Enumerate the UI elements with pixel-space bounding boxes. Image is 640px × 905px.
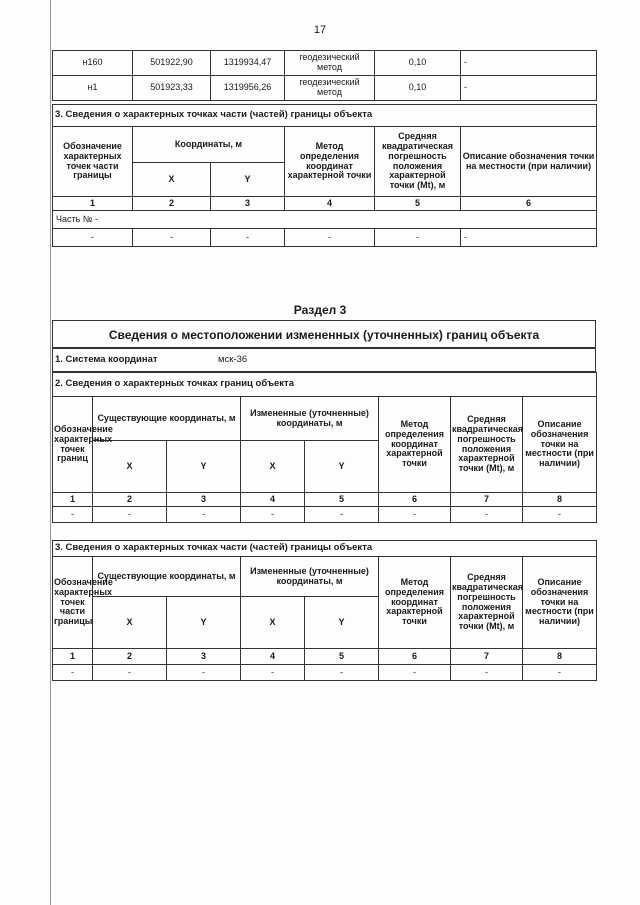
column-number: 2: [133, 197, 211, 211]
boundary-points-table: [52, 372, 596, 523]
header-x: X: [241, 597, 305, 649]
header-x: X: [93, 597, 167, 649]
dash-cell: -: [305, 665, 379, 681]
points-title: 2. Сведения о характерных точках границ объекта: [53, 373, 597, 397]
dash-cell: -: [167, 507, 241, 523]
column-numbers-row: [53, 649, 597, 665]
section-title: Сведения о местоположении измененных (уточненных) границ объекта: [52, 320, 596, 348]
header-y: Y: [305, 441, 379, 493]
column-number: 3: [167, 649, 241, 665]
column-number: 2: [93, 493, 167, 507]
column-number: 7: [451, 493, 523, 507]
table-row: [53, 76, 597, 101]
column-number: 8: [523, 649, 597, 665]
point-method: геодезический метод: [285, 51, 375, 76]
column-number: 2: [93, 649, 167, 665]
column-number: 4: [241, 649, 305, 665]
header-y: Y: [167, 597, 241, 649]
header-point: Обозначение характерных точек части границы: [53, 127, 133, 197]
dash-cell: -: [167, 665, 241, 681]
header-point: Обозначение характерных точек границ: [53, 397, 93, 493]
table-row: [53, 665, 597, 681]
dash-cell: -: [379, 507, 451, 523]
dash-cell: -: [451, 507, 523, 523]
dash-cell: -: [451, 665, 523, 681]
table-row: [53, 51, 597, 76]
point-accuracy: 0,10: [375, 76, 461, 101]
dash-cell: -: [53, 507, 93, 523]
coord-system-row: [52, 348, 596, 372]
dash-cell: -: [53, 229, 133, 247]
column-number: 5: [305, 493, 379, 507]
point-y: 1319956,26: [211, 76, 285, 101]
dash-cell: -: [285, 229, 375, 247]
column-number: 3: [211, 197, 285, 211]
column-number: 6: [379, 493, 451, 507]
dash-cell: -: [93, 507, 167, 523]
point-y: 1319934,47: [211, 51, 285, 76]
header-description: Описание обозначения точки на местности (при наличии): [461, 127, 597, 197]
coord-system-value: мск-36: [218, 354, 248, 365]
header-x: X: [93, 441, 167, 493]
header-method: Метод определения координат характерной точки: [379, 557, 451, 649]
point-description: -: [461, 51, 597, 76]
header-changed: Измененные (уточненные) координаты, м: [241, 557, 379, 597]
header-y: Y: [167, 441, 241, 493]
scan-edge-line: [50, 0, 51, 905]
column-number: 3: [167, 493, 241, 507]
coord-system-label: 1. Система координат: [55, 354, 158, 365]
header-method: Метод определения координат характерной точки: [379, 397, 451, 493]
column-number: 5: [305, 649, 379, 665]
dash-cell: -: [133, 229, 211, 247]
dash-cell: -: [305, 507, 379, 523]
page-number: 17: [313, 24, 327, 36]
header-point: Обозначение характерных точек части границы: [53, 557, 93, 649]
header-y: Y: [211, 163, 285, 197]
column-numbers-row: [53, 197, 597, 211]
point-name: н160: [53, 51, 133, 76]
dash-cell: -: [241, 665, 305, 681]
top-points-table: [52, 50, 596, 101]
dash-cell: -: [461, 229, 597, 247]
dash-cell: -: [375, 229, 461, 247]
point-accuracy: 0,10: [375, 51, 461, 76]
dash-cell: -: [523, 665, 597, 681]
part-points-table-2: [52, 540, 596, 681]
part-points-table-1: [52, 104, 596, 247]
header-x: X: [241, 441, 305, 493]
dash-cell: -: [53, 665, 93, 681]
column-number: 6: [379, 649, 451, 665]
header-y: Y: [305, 597, 379, 649]
part-points-title: 3. Сведения о характерных точках части (частей) границы объекта: [53, 541, 597, 557]
column-number: 7: [451, 649, 523, 665]
column-number: 8: [523, 493, 597, 507]
header-accuracy: Средняя квадратическая погрешность положения характерной точки (Mt), м: [451, 397, 523, 493]
point-x: 501922,90: [133, 51, 211, 76]
column-number: 5: [375, 197, 461, 211]
column-number: 1: [53, 649, 93, 665]
point-method: геодезический метод: [285, 76, 375, 101]
column-number: 1: [53, 197, 133, 211]
point-description: -: [461, 76, 597, 101]
header-x: X: [133, 163, 211, 197]
header-coords: Координаты, м: [133, 127, 285, 163]
dash-cell: -: [379, 665, 451, 681]
table-row: [53, 229, 597, 247]
part-label: Часть № -: [53, 211, 597, 229]
column-number: 6: [461, 197, 597, 211]
column-number: 4: [241, 493, 305, 507]
dash-cell: -: [211, 229, 285, 247]
column-number: 4: [285, 197, 375, 211]
header-method: Метод определения координат характерной точки: [285, 127, 375, 197]
header-accuracy: Средняя квадратическая погрешность положения характерной точки (Mt), м: [451, 557, 523, 649]
header-description: Описание обозначения точки на местности (при наличии): [523, 557, 597, 649]
point-x: 501923,33: [133, 76, 211, 101]
header-accuracy: Средняя квадратическая погрешность положения характерной точки (Mt), м: [375, 127, 461, 197]
header-changed: Измененные (уточненные) координаты, м: [241, 397, 379, 441]
point-name: н1: [53, 76, 133, 101]
header-existing: Существующие координаты, м: [93, 397, 241, 441]
column-numbers-row: [53, 493, 597, 507]
header-existing: Существующие координаты, м: [93, 557, 241, 597]
dash-cell: -: [523, 507, 597, 523]
table-row: [53, 507, 597, 523]
column-number: 1: [53, 493, 93, 507]
dash-cell: -: [93, 665, 167, 681]
section-heading: Раздел 3: [293, 303, 347, 317]
header-description: Описание обозначения точки на местности (при наличии): [523, 397, 597, 493]
part-points-title: 3. Сведения о характерных точках части (частей) границы объекта: [53, 105, 597, 127]
dash-cell: -: [241, 507, 305, 523]
